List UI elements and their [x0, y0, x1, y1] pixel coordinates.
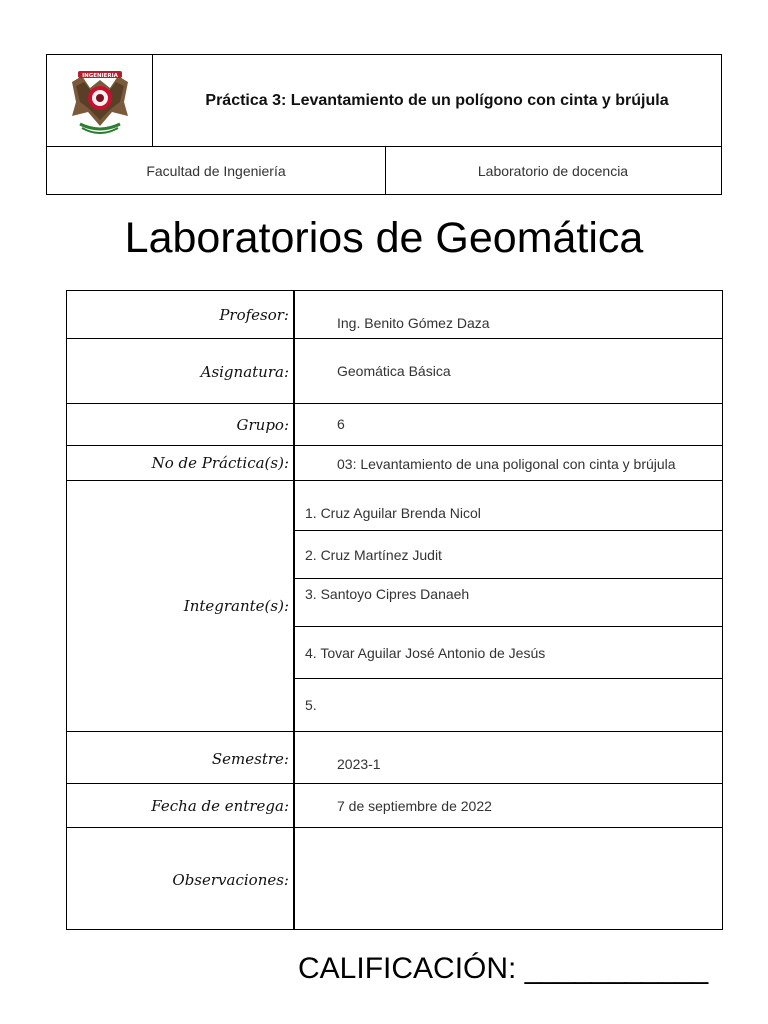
grade-line: CALIFICACIÓN: ___________	[298, 952, 709, 985]
value-fecha: 7 de septiembre de 2022	[337, 798, 492, 814]
value-asignatura: Geomática Básica	[337, 363, 451, 379]
document-header	[46, 54, 722, 195]
page-title: Laboratorios de Geomática	[124, 214, 644, 262]
row-divider	[67, 338, 722, 339]
label-observaciones: Observaciones:	[172, 871, 289, 889]
faculty-logo-icon	[68, 68, 132, 134]
member-divider	[293, 678, 722, 679]
row-divider	[67, 480, 722, 481]
member-item: 1. Cruz Aguilar Brenda Nicol	[305, 505, 481, 521]
value-semestre: 2023-1	[337, 756, 381, 772]
svg-text:INGENIERIA: INGENIERIA	[81, 72, 118, 79]
member-item: 3. Santoyo Cipres Danaeh	[305, 586, 470, 602]
label-practica: No de Práctica(s):	[151, 454, 289, 472]
info-table	[66, 290, 723, 930]
member-item: 4. Tovar Aguilar José Antonio de Jesús	[305, 645, 546, 661]
faculty-name: Facultad de Ingeniería	[47, 147, 386, 194]
value-practica: 03: Levantamiento de una poligonal con cinta y brújula	[337, 456, 676, 472]
row-divider	[67, 731, 722, 732]
logo-cell	[47, 55, 153, 146]
value-grupo: 6	[337, 416, 345, 432]
label-integrantes: Integrante(s):	[183, 597, 289, 615]
row-divider	[67, 827, 722, 828]
lab-name: Laboratorio de docencia	[477, 162, 629, 179]
label-grupo: Grupo:	[236, 416, 289, 434]
column-divider	[293, 291, 295, 929]
row-divider	[67, 783, 722, 784]
practice-title: Práctica 3: Levantamiento de un polígono con cinta y brújula	[205, 91, 669, 109]
label-fecha: Fecha de entrega:	[151, 797, 289, 815]
label-semestre: Semestre:	[211, 750, 289, 768]
value-profesor: Ing. Benito Gómez Daza	[337, 315, 490, 331]
row-divider	[67, 403, 722, 404]
label-profesor: Profesor:	[219, 306, 289, 324]
member-item: 5.	[305, 697, 317, 713]
member-item: 2. Cruz Martínez Judit	[305, 547, 442, 563]
label-asignatura: Asignatura:	[200, 363, 289, 381]
row-divider	[67, 445, 722, 446]
member-divider	[293, 530, 722, 531]
header-subrow	[47, 146, 721, 194]
member-divider	[293, 578, 722, 579]
member-divider	[293, 626, 722, 627]
